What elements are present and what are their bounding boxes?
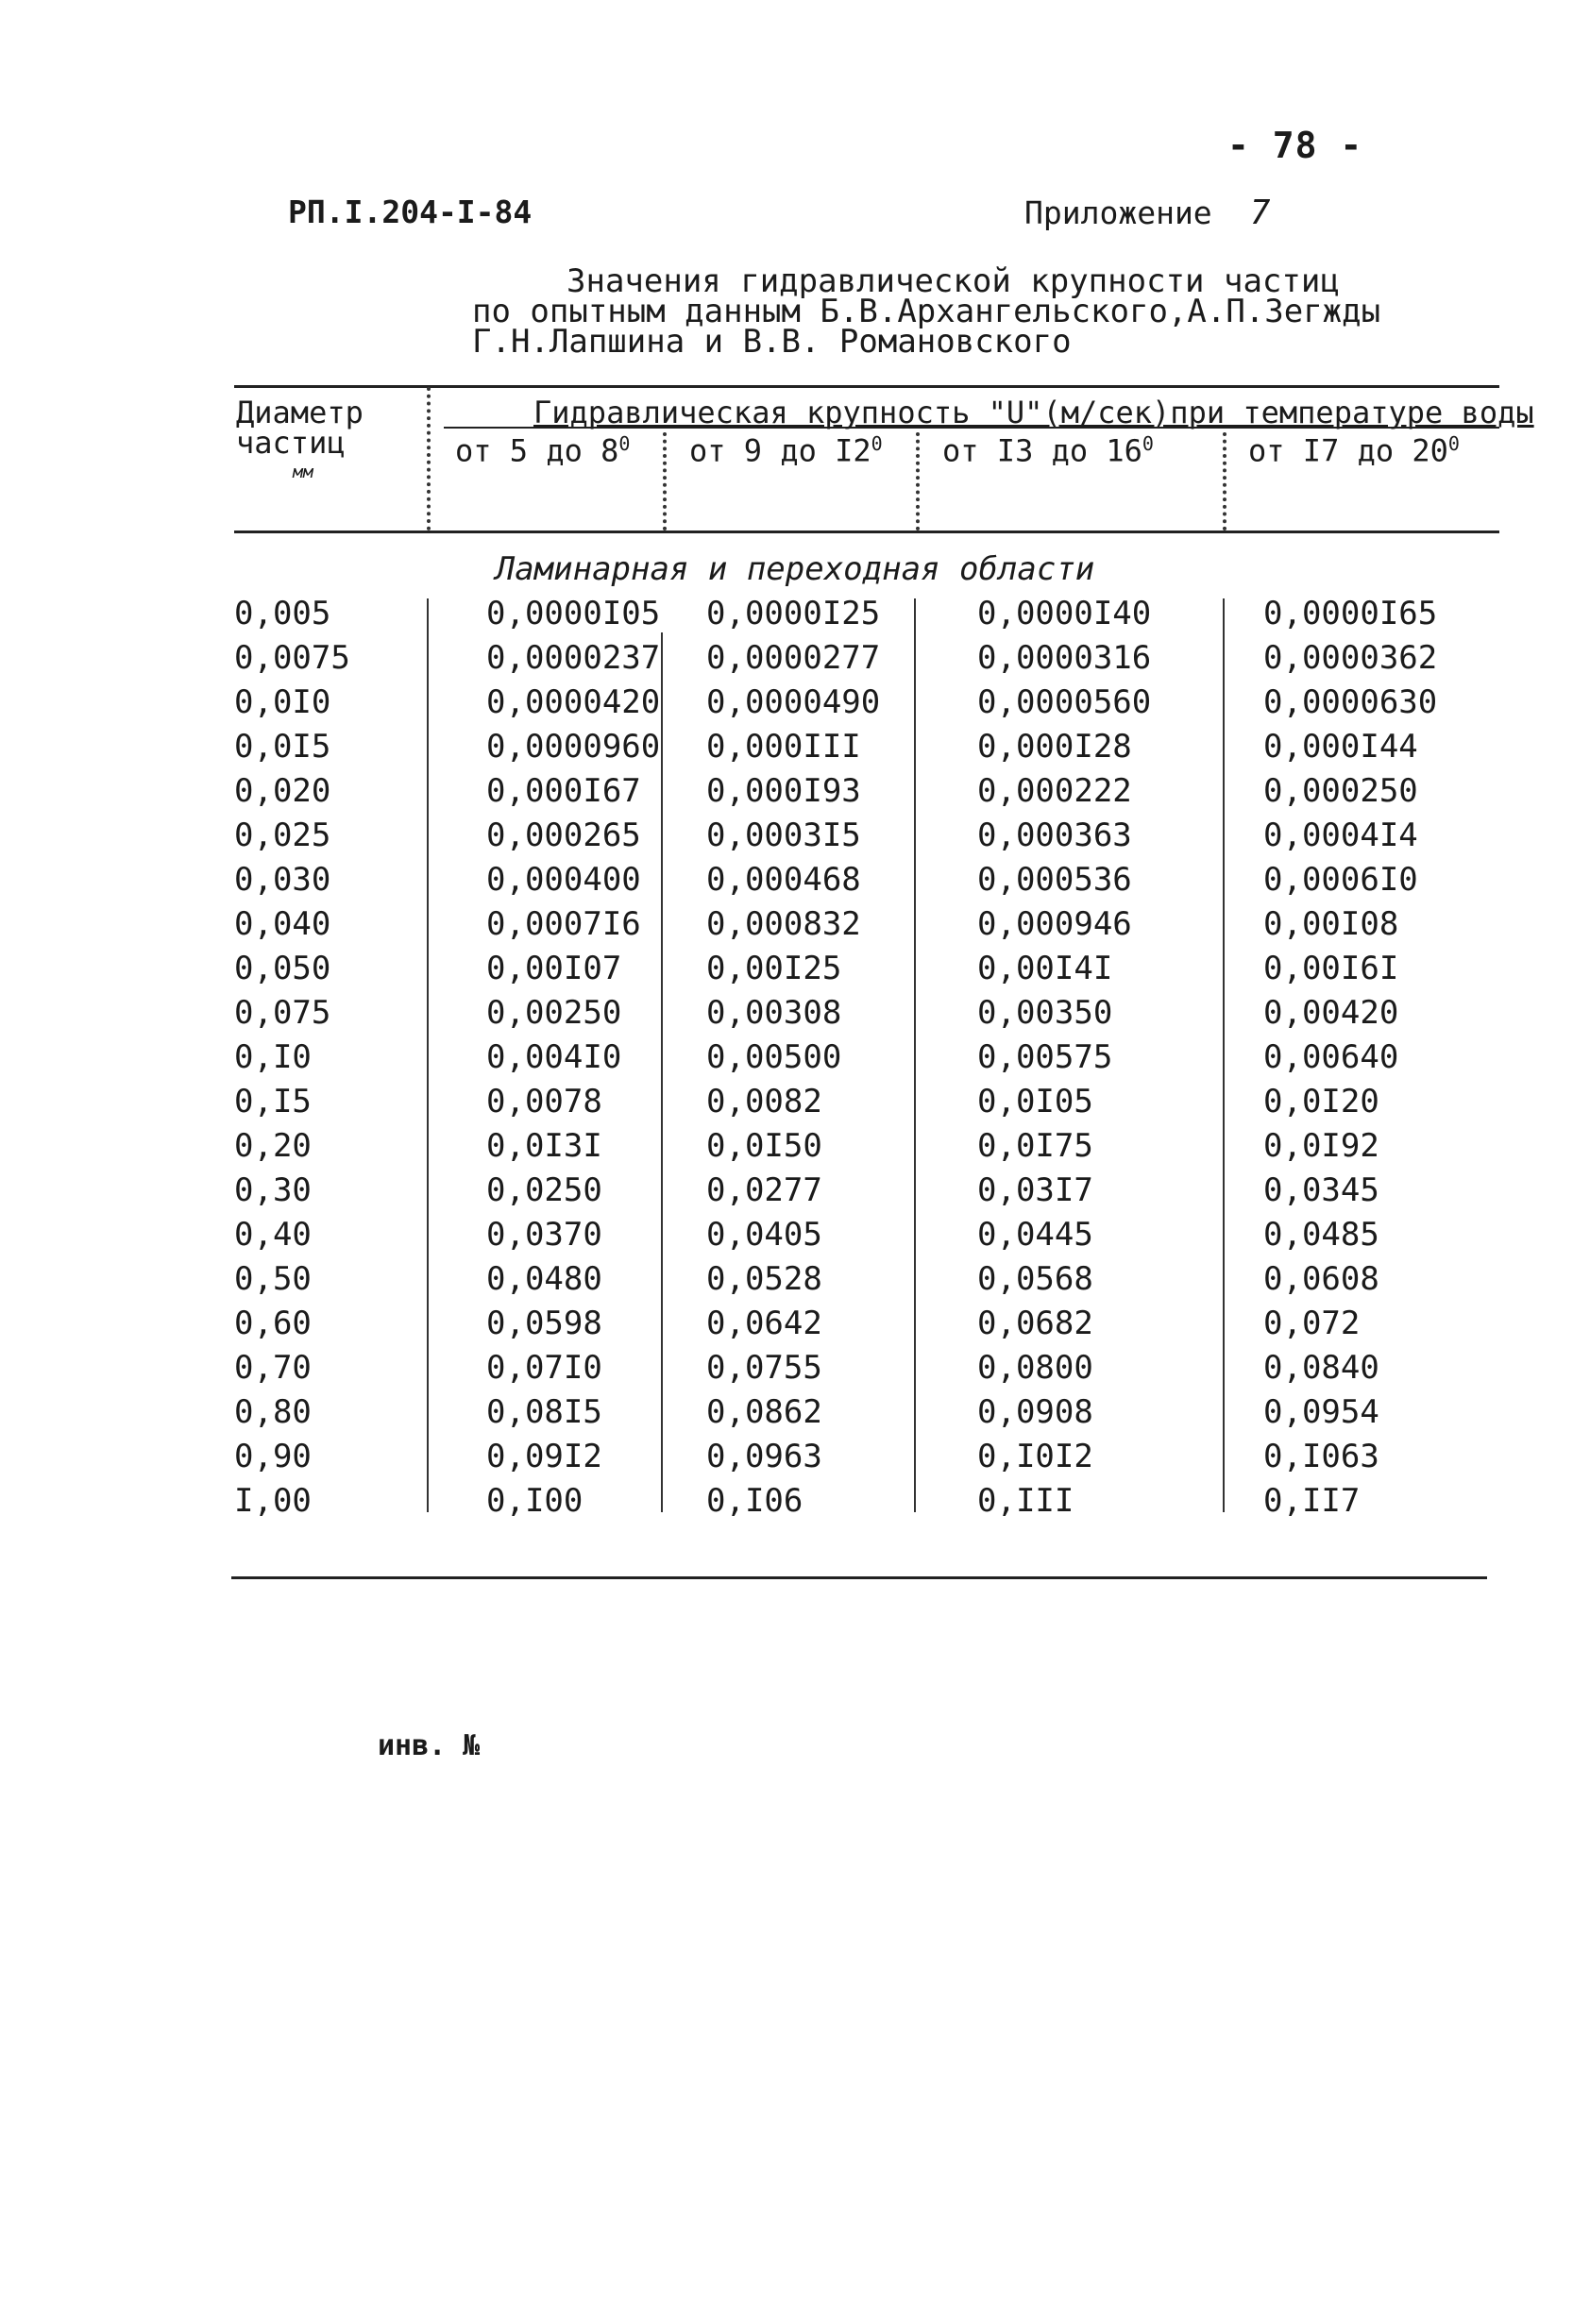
diameter-cell: 0,70 bbox=[234, 1349, 312, 1387]
velocity-cell-t4: 0,0485 bbox=[1263, 1216, 1379, 1254]
body-separator-2 bbox=[661, 632, 663, 1512]
velocity-cell-t1: 0,0250 bbox=[486, 1171, 602, 1209]
velocity-cell-t2: 0,I06 bbox=[706, 1482, 803, 1520]
velocity-cell-t3: 0,00I4I bbox=[977, 950, 1113, 987]
appendix-label-text: Приложение bbox=[1024, 194, 1212, 231]
velocity-cell-t2: 0,0862 bbox=[706, 1393, 822, 1431]
velocity-cell-t4: 0,0954 bbox=[1263, 1393, 1379, 1431]
velocity-cell-t3: 0,0445 bbox=[977, 1216, 1093, 1254]
velocity-cell-t2: 0,00I25 bbox=[706, 950, 842, 987]
velocity-cell-t3: 0,III bbox=[977, 1482, 1074, 1520]
velocity-cell-t3: 0,00575 bbox=[977, 1038, 1113, 1076]
velocity-cell-t4: 0,I063 bbox=[1263, 1438, 1379, 1475]
velocity-cell-t2: 0,000468 bbox=[706, 861, 861, 899]
temp-col-header-1 bbox=[455, 432, 630, 469]
velocity-cell-t4: 0,00420 bbox=[1263, 994, 1399, 1032]
velocity-cell-t3: 0,000363 bbox=[977, 817, 1132, 854]
velocity-cell-t4: 0,0840 bbox=[1263, 1349, 1379, 1387]
diameter-cell: 0,040 bbox=[234, 905, 331, 943]
velocity-cell-t2: 0,0405 bbox=[706, 1216, 822, 1254]
diameter-cell: 0,0I0 bbox=[234, 683, 331, 721]
temp-col-header-1-sup: 0 bbox=[618, 432, 631, 455]
velocity-cell-t2: 0,000I93 bbox=[706, 772, 861, 810]
velocity-cell-t4: 0,0I20 bbox=[1263, 1083, 1379, 1120]
velocity-cell-t1: 0,I00 bbox=[486, 1482, 584, 1520]
temp-col-header-2-sup: 0 bbox=[871, 432, 883, 455]
velocity-cell-t1: 0,000265 bbox=[486, 817, 641, 854]
velocity-cell-t3: 0,0682 bbox=[977, 1305, 1093, 1342]
page-number: - 78 - bbox=[1227, 125, 1363, 166]
temp-col-header-2-text: от 9 до I2 bbox=[689, 432, 871, 469]
velocity-cell-t1: 0,004I0 bbox=[486, 1038, 622, 1076]
table-top-rule bbox=[234, 385, 1499, 388]
velocity-cell-t4: 0,00640 bbox=[1263, 1038, 1399, 1076]
temp-col-header-2 bbox=[689, 432, 883, 469]
velocity-cell-t1: 0,0I3I bbox=[486, 1127, 602, 1165]
velocity-cell-t4: 0,000I44 bbox=[1263, 728, 1418, 766]
inventory-number-label: инв. № bbox=[378, 1729, 481, 1762]
velocity-cell-t2: 0,0082 bbox=[706, 1083, 822, 1120]
body-separator-1 bbox=[427, 598, 429, 1512]
body-separator-3 bbox=[914, 598, 916, 1512]
diameter-cell: 0,0I5 bbox=[234, 728, 331, 766]
velocity-cell-t2: 0,0755 bbox=[706, 1349, 822, 1387]
velocity-cell-t3: 0,0I75 bbox=[977, 1127, 1093, 1165]
velocity-cell-t3: 0,00350 bbox=[977, 994, 1113, 1032]
velocity-cell-t1: 0,07I0 bbox=[486, 1349, 602, 1387]
velocity-cell-t3: 0,0568 bbox=[977, 1260, 1093, 1298]
velocity-cell-t1: 0,0007I6 bbox=[486, 905, 641, 943]
velocity-cell-t3: 0,03I7 bbox=[977, 1171, 1093, 1209]
velocity-cell-t1: 0,00I07 bbox=[486, 950, 622, 987]
temp-col-header-4 bbox=[1248, 432, 1460, 469]
velocity-cell-t2: 0,00500 bbox=[706, 1038, 842, 1076]
velocity-cell-t3: 0,0000I40 bbox=[977, 595, 1152, 632]
title-line-1: Значения гидравлической крупности частиц bbox=[567, 262, 1340, 300]
header-bottom-rule bbox=[234, 530, 1499, 533]
velocity-cell-t4: 0,000250 bbox=[1263, 772, 1418, 810]
diameter-cell: 0,40 bbox=[234, 1216, 312, 1254]
diameter-cell: 0,I5 bbox=[234, 1083, 312, 1120]
velocity-cell-t3: 0,000946 bbox=[977, 905, 1132, 943]
velocity-cell-t1: 0,000I67 bbox=[486, 772, 641, 810]
diameter-cell: 0,80 bbox=[234, 1393, 312, 1431]
velocity-cell-t2: 0,0I50 bbox=[706, 1127, 822, 1165]
diameter-cell: 0,030 bbox=[234, 861, 331, 899]
velocity-cell-t3: 0,000536 bbox=[977, 861, 1132, 899]
diameter-cell: 0,I0 bbox=[234, 1038, 312, 1076]
diameter-cell: 0,020 bbox=[234, 772, 331, 810]
velocity-cell-t4: 0,0006I0 bbox=[1263, 861, 1418, 899]
diameter-cell: 0,90 bbox=[234, 1438, 312, 1475]
velocity-cell-t4: 0,0I92 bbox=[1263, 1127, 1379, 1165]
velocity-cell-t1: 0,0598 bbox=[486, 1305, 602, 1342]
velocity-cell-t3: 0,0908 bbox=[977, 1393, 1093, 1431]
velocity-cell-t1: 0,000400 bbox=[486, 861, 641, 899]
velocity-cell-t3: 0,0I05 bbox=[977, 1083, 1093, 1120]
velocity-cell-t2: 0,0000490 bbox=[706, 683, 881, 721]
appendix-label bbox=[1024, 194, 1270, 232]
appendix-number: 7 bbox=[1249, 194, 1271, 232]
velocity-cell-t3: 0,0800 bbox=[977, 1349, 1093, 1387]
velocity-cell-t2: 0,000832 bbox=[706, 905, 861, 943]
title-line-3: Г.Н.Лапшина и В.В. Романовского bbox=[472, 323, 1072, 361]
velocity-cell-t4: 0,0345 bbox=[1263, 1171, 1379, 1209]
velocity-cell-t2: 0,0000I25 bbox=[706, 595, 881, 632]
body-separator-4 bbox=[1223, 598, 1225, 1512]
velocity-cell-t4: 0,00I08 bbox=[1263, 905, 1399, 943]
diameter-cell: 0,005 bbox=[234, 595, 331, 632]
header-separator-1 bbox=[427, 387, 431, 530]
diameter-cell: 0,050 bbox=[234, 950, 331, 987]
velocity-cell-t4: 0,0004I4 bbox=[1263, 817, 1418, 854]
velocity-cell-t4: 0,00I6I bbox=[1263, 950, 1399, 987]
temp-col-header-4-text: от I7 до 20 bbox=[1248, 432, 1448, 469]
diameter-cell: 0,025 bbox=[234, 817, 331, 854]
section-title: Ламинарная и переходная области bbox=[495, 550, 1095, 588]
temp-col-header-3-sup: 0 bbox=[1142, 432, 1154, 455]
temp-col-header-1-text: от 5 до 8 bbox=[455, 432, 619, 469]
header-separator-4 bbox=[1223, 432, 1226, 530]
velocity-cell-t2: 0,00308 bbox=[706, 994, 842, 1032]
diameter-cell: 0,20 bbox=[234, 1127, 312, 1165]
diameter-cell: I,00 bbox=[234, 1482, 312, 1520]
velocity-cell-t3: 0,I0I2 bbox=[977, 1438, 1093, 1475]
velocity-cell-t4: 0,II7 bbox=[1263, 1482, 1361, 1520]
document-code: РП.I.204-I-84 bbox=[288, 194, 533, 230]
diameter-header-line-2: частиц bbox=[236, 425, 346, 461]
header-separator-2 bbox=[663, 432, 667, 530]
velocity-cell-t1: 0,00250 bbox=[486, 994, 622, 1032]
hydraulic-size-header: Гидравлическая крупность "U"(м/сек)при температуре воды bbox=[533, 395, 1534, 430]
header-separator-3 bbox=[916, 432, 920, 530]
velocity-cell-t1: 0,0480 bbox=[486, 1260, 602, 1298]
diameter-cell: 0,30 bbox=[234, 1171, 312, 1209]
velocity-cell-t4: 0,0000362 bbox=[1263, 639, 1438, 677]
velocity-cell-t1: 0,09I2 bbox=[486, 1438, 602, 1475]
velocity-cell-t1: 0,08I5 bbox=[486, 1393, 602, 1431]
velocity-cell-t4: 0,0000630 bbox=[1263, 683, 1438, 721]
velocity-cell-t2: 0,0000277 bbox=[706, 639, 881, 677]
temp-col-header-3-text: от I3 до 16 bbox=[942, 432, 1142, 469]
velocity-cell-t4: 0,072 bbox=[1263, 1305, 1361, 1342]
velocity-cell-t3: 0,0000560 bbox=[977, 683, 1152, 721]
diameter-header-unit: мм bbox=[293, 463, 313, 482]
velocity-cell-t4: 0,0608 bbox=[1263, 1260, 1379, 1298]
velocity-cell-t3: 0,000I28 bbox=[977, 728, 1132, 766]
table-bottom-rule bbox=[231, 1576, 1487, 1579]
velocity-cell-t4: 0,0000I65 bbox=[1263, 595, 1438, 632]
diameter-cell: 0,0075 bbox=[234, 639, 350, 677]
velocity-cell-t1: 0,0000960 bbox=[486, 728, 661, 766]
velocity-cell-t2: 0,0277 bbox=[706, 1171, 822, 1209]
diameter-cell: 0,075 bbox=[234, 994, 331, 1032]
velocity-cell-t2: 0,0003I5 bbox=[706, 817, 861, 854]
velocity-cell-t1: 0,0000237 bbox=[486, 639, 661, 677]
velocity-cell-t1: 0,0078 bbox=[486, 1083, 602, 1120]
velocity-cell-t2: 0,0642 bbox=[706, 1305, 822, 1342]
velocity-cell-t1: 0,0000I05 bbox=[486, 595, 661, 632]
velocity-cell-t2: 0,0963 bbox=[706, 1438, 822, 1475]
diameter-header-line-1: Диаметр bbox=[236, 395, 364, 430]
diameter-cell: 0,60 bbox=[234, 1305, 312, 1342]
velocity-cell-t2: 0,0528 bbox=[706, 1260, 822, 1298]
velocity-cell-t3: 0,0000316 bbox=[977, 639, 1152, 677]
velocity-cell-t2: 0,000III bbox=[706, 728, 861, 766]
velocity-cell-t3: 0,000222 bbox=[977, 772, 1132, 810]
temp-col-header-4-sup: 0 bbox=[1447, 432, 1460, 455]
velocity-cell-t1: 0,0370 bbox=[486, 1216, 602, 1254]
diameter-cell: 0,50 bbox=[234, 1260, 312, 1298]
title-line-2: по опытным данным Б.В.Архангельского,А.П.Зегжды bbox=[472, 293, 1381, 330]
temp-col-header-3 bbox=[942, 432, 1154, 469]
velocity-cell-t1: 0,0000420 bbox=[486, 683, 661, 721]
